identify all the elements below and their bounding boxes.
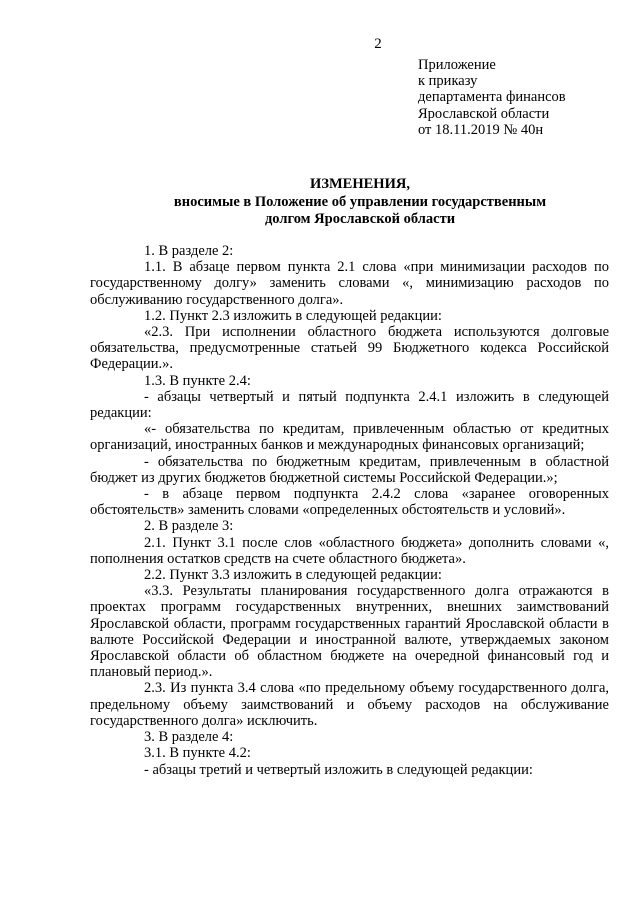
paragraph: «- обязательства по кредитам, привлеченным областью от кредитных организаций, иностранных банков и международных финансовых организаций;	[90, 421, 609, 454]
paragraph: 1.3. В пункте 2.4:	[144, 372, 251, 389]
paragraph: 3.1. В пункте 4.2:	[144, 745, 251, 762]
appendix-line: Приложение	[418, 57, 496, 73]
paragraph: - обязательства по бюджетным кредитам, привлеченным в областной бюджет из других бюджетов бюджетной системы Российской Федерации.»;	[90, 453, 609, 486]
paragraph: 2.2. Пункт 3.3 изложить в следующей редакции:	[144, 567, 442, 584]
appendix-line: от 18.11.2019 № 40н	[418, 121, 544, 138]
title-line: вносимые в Положение об управлении государственным	[173, 193, 547, 210]
paragraph: - абзацы третий и четвертый изложить в следующей редакции:	[144, 761, 533, 778]
paragraph: 1. В разделе 2:	[144, 243, 234, 259]
appendix-line: к приказу	[418, 73, 478, 90]
paragraph: - абзацы четвертый и пятый подпункта 2.4.1 изложить в следующей редакции:	[90, 388, 609, 422]
title-line: долгом Ярославской области	[264, 211, 456, 227]
paragraph: «3.3. Результаты планирования государственного долга отражаются в проектах программ государственных внутренних, внешних заимствований Ярославской области, программ государственных гарантий Ярославской области в валюте Российской Федерации и иностранной валюте, утверждаемых законом Ярославской области об областном бюджете на очередной финансовый год и плановый период.».	[90, 583, 609, 681]
paragraph: «2.3. При исполнении областного бюджета используются долговые обязательства, предусмотренные статьей 99 Бюджетного кодекса Российской Федерации.».	[90, 324, 609, 373]
appendix-line: департамента финансов	[418, 89, 566, 106]
paragraph: 3. В разделе 4:	[144, 729, 234, 746]
appendix-line: Ярославской области	[418, 105, 550, 122]
paragraph: 2.3. Из пункта 3.4 слова «по предельному объему государственного долга, предельному объему заимствований и объему расходов на обслуживание государственного долга» исключить.	[90, 680, 609, 729]
paragraph: - в абзаце первом подпункта 2.4.2 слова «заранее оговоренных обстоятельств» заменить словами «определенных обстоятельств и условий».	[90, 486, 609, 519]
appendix-block	[418, 57, 566, 138]
paragraph: 2. В разделе 3:	[144, 518, 234, 535]
title-heading: ИЗМЕНЕНИЯ,	[310, 176, 410, 192]
document-title	[90, 176, 630, 229]
paragraph: 2.1. Пункт 3.1 после слов «областного бюджета» дополнить словами «, пополнения остатков средств на счете областного бюджета».	[90, 534, 609, 567]
paragraph: 1.1. В абзаце первом пункта 2.1 слова «при минимизации расходов по государственному долгу» заменить словами «, минимизацию расходов по обслуживанию государственного долга».	[90, 259, 609, 308]
document-body	[90, 243, 609, 778]
paragraph: 1.2. Пункт 2.3 изложить в следующей редакции:	[144, 307, 442, 324]
page-number: 2	[374, 36, 382, 52]
